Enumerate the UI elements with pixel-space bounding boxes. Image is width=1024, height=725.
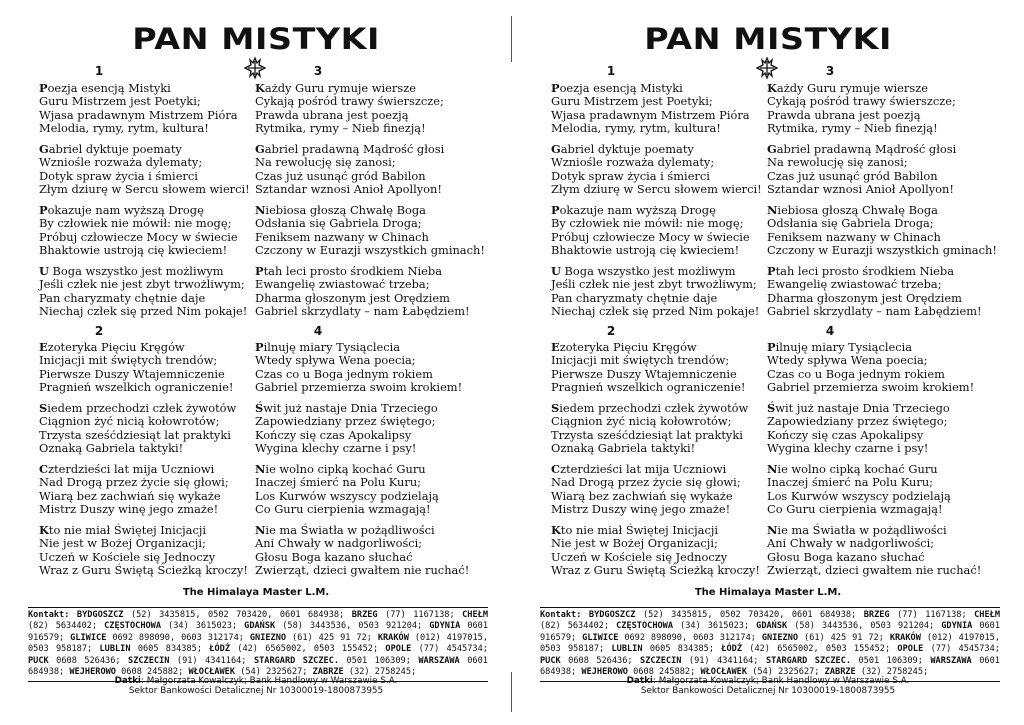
verse-line: Każdy Guru rymuje wiersze [255,81,416,95]
verse-line: Gabriel przemierza swoim krokiem! [767,380,975,395]
verse-line: Pragnień wszelkich ograniczenie! [39,380,234,395]
verse-line: Ezoteryka Pięciu Kręgów [551,340,697,354]
contact-city: STARGARD SZCZEC. [765,655,852,666]
stanza [255,143,444,197]
contact-phones: 0501 106309; [858,655,923,666]
verse-line: Próbuj człowiecze Mocy w świecie [39,229,238,244]
verse-line: Wraz z Guru Świętą Ścieżką kroczy! [551,563,760,578]
verse-line: Uczeń w Kościele się Jednoczy [551,549,728,564]
stanza [255,341,462,395]
contact-city: GDYNIA [941,621,973,632]
contact-city: WEJHEROWO [69,667,116,678]
verse-line: Gabriel dyktuje poematy [551,142,694,156]
contact-phones: (34) 3615023; [168,621,238,632]
verse-line: Bhaktowie ustroją cię kwieciem! [39,243,228,258]
contact-city: LUBLIN [99,644,131,655]
verse-line: Oznaką Gabriela taktyki! [39,441,184,456]
verse-line: Pilnuję miary Tysiąclecia [255,340,401,354]
verse-line: Los Kurwów wszyscy podzielają [255,488,439,503]
contact-city: WŁOCŁAWEK [188,667,236,678]
stanza [767,82,956,136]
stanza [255,463,439,517]
stanza [767,341,974,395]
verse-line: Pilnuję miary Tysiąclecia [767,340,913,354]
verse-line: Gabriel skrzydlaty – nam Łabędziem! [767,304,982,319]
donation-label: Datki [626,676,653,686]
verse-line: Ptah leci prosto środkiem Nieba [767,264,955,278]
contact-phones: (54) 2325627; [240,667,308,678]
verse-line: Guru Mistrzem jest Poetyki; [551,94,713,109]
verse-line: Bhaktowie ustroją cię kwieciem! [551,243,740,258]
verse-line: Nie ma Światła w pożądliwości [767,523,947,537]
contact-city: LUBLIN [611,644,643,655]
donation-recipient: : Małgorzata Kowalczyk; Bank Handlowy w Warszawie S.A. [652,676,910,686]
verse-line: By człowiek nie mówił: nie mogę; [551,216,744,231]
stanza [551,402,748,456]
contact-phones: (42) 6565002, 0503 155452; [749,644,891,655]
verse-line: Dharma głoszonym jest Orędziem [255,290,450,305]
verse-line: Pragnień wszelkich ograniczenie! [551,380,746,395]
verse-line: Czas co u Boga jednym rokiem [255,366,433,381]
verse-line: Wzniośle rozważa dylematy; [551,155,715,170]
contact-city: CZĘSTOCHOWA [104,621,162,632]
verse-line: Trzysta sześćdziesiąt lat praktyki [39,427,231,442]
contact-city: GDYNIA [429,621,461,632]
contact-city: WARSZAWA [930,655,972,666]
verse-line: Sztandar wznosi Anioł Apollyon! [255,182,442,197]
verse-line: Nie wolno cipką kochać Guru [767,462,938,476]
contact-list [540,607,1000,682]
contact-list [28,607,488,682]
contact-city: GNIEZNO [249,632,287,643]
verse-line: Wjasa pradawnym Mistrzem Pióra [551,107,750,122]
contact-phones: 0608 526436; [568,655,633,666]
verse-line: Nad Drogą przez życie się głowi; [39,475,229,490]
contact-city: ŁÓDŹ [209,644,230,655]
contact-phones: (012) 4197015, 0503 958187; [540,632,1000,655]
stanza [39,524,248,578]
contact-phones: (58) 3443536, 0503 921204; [794,621,935,632]
verse-line: Czas już usunąć gród Babilon [767,168,938,183]
verse-line: Prawda ubrana jest poezją [255,107,409,122]
contact-phones: (32) 2758245; [348,667,417,678]
verse-line: Czas co u Boga jednym rokiem [767,366,945,381]
verse-line: Wzniośle rozważa dylematy; [39,155,203,170]
verse-line: Czczony w Eurazji wszystkich gminach! [767,243,997,258]
stanza [551,82,750,136]
contact-phones: 0692 898090, 0603 312174; [624,632,756,643]
contact-city: GDAŃSK [244,621,276,632]
verse-line: Kto nie miał Świętej Inicjacji [39,523,206,537]
contact-phones: 0608 245882; [121,667,184,678]
contact-city: GDAŃSK [756,621,788,632]
contact-city: OPOLE [385,644,412,655]
verse-line: Wtedy spływa Wena poecia; [767,353,928,368]
verse-line: Jeśli człek nie jest zbyt trwożliwym; [39,277,245,292]
contact-phones: (58) 3443536, 0503 921204; [282,621,423,632]
verse-line: Wiarą bez zachwiań się wykaże [551,488,733,503]
contact-phones: 0501 106309; [346,655,411,666]
contact-label: Kontakt: [28,610,70,620]
maltese-cross-icon [756,57,778,79]
contact-city: WŁOCŁAWEK [700,667,748,678]
verse-line: Co Guru cierpienia wzmagają! [255,502,431,517]
maltese-cross-icon [244,57,266,79]
contact-phones: 0601 916579; [540,621,1001,643]
contact-phones: (012) 4197015, 0503 958187; [28,632,488,655]
donation-account: Sektor Bankowości Detalicznej Nr 10300019-1800873955 [640,686,896,697]
contact-city: ZABRZE [824,667,856,678]
verse-line: Gabriel dyktuje poematy [39,142,182,156]
verse-line: Złym dziurę w Sercu słowem wierci! [39,182,250,197]
verse-line: Feniksem nazwany w Chinach [255,229,429,244]
verse-line: Głosu Boga kazano słuchać [255,549,413,564]
verse-line: Dharma głoszonym jest Orędziem [767,290,962,305]
contact-phones: 0601 684938; [28,655,488,678]
section-number: 2 [606,324,616,338]
verse-line: Czterdzieści lat mija Uczniowi [39,462,215,476]
verse-line: Ciągnion żyć nicią kołowrotów; [551,414,732,429]
contact-city: SZCZECIN [640,655,682,666]
verse-line: Czterdzieści lat mija Uczniowi [551,462,727,476]
donation-info [0,676,512,697]
verse-line: Feniksem nazwany w Chinach [767,229,941,244]
verse-line: Dotyk spraw życia i śmierci [551,168,710,183]
verse-line: Gabriel pradawną Mądrość głosi [767,142,957,156]
section-number: 4 [313,324,323,338]
stanza [255,524,469,578]
verse-line: Prawda ubrana jest poezją [767,107,921,122]
stanza [551,204,750,258]
contact-phones: (77) 4545734; [930,644,1000,655]
contact-phones: (61) 425 91 72; [804,632,884,643]
contact-city: CHEŁM [974,610,1000,620]
verse-line: Czczony w Eurazji wszystkich gminach! [255,243,485,258]
section-number: 3 [825,64,835,78]
contact-city: CHEŁM [462,610,488,620]
verse-line: Guru Mistrzem jest Poetyki; [39,94,201,109]
verse-line: Poezja esencją Mistyki [39,81,171,95]
verse-line: Świt już nastaje Dnia Trzeciego [767,401,950,415]
stanza [767,143,956,197]
verse-line: Sztandar wznosi Anioł Apollyon! [767,182,954,197]
verse-line: Ciągnion żyć nicią kołowrotów; [39,414,220,429]
contact-phones: (77) 1167138; [385,610,455,620]
contact-phones: (54) 2325627; [752,667,820,678]
verse-line: Złym dziurę w Sercu słowem wierci! [551,182,762,197]
verse-line: Ezoteryka Pięciu Kręgów [39,340,185,354]
verse-line: Melodia, rymy, rytm, kultura! [551,121,721,136]
contact-city: BYDGOSZCZ [76,610,124,620]
verse-line: Dotyk spraw życia i śmierci [39,168,198,183]
contact-city: KRAKÓW [377,632,409,643]
author-signature: The Himalaya Master L.M. [182,587,330,598]
donation-account: Sektor Bankowości Detalicznej Nr 10300019-1800873955 [128,686,384,697]
verse-line: Na rewolucję się zanosi; [255,155,396,170]
contact-phones: 0601 916579; [28,621,489,643]
verse-line: Zapowiedziany przez świętego; [255,414,436,429]
verse-line: Wjasa pradawnym Mistrzem Pióra [39,107,238,122]
contact-city: STARGARD SZCZEC. [253,655,340,666]
stanza [255,265,470,319]
donation-label: Datki [114,676,141,686]
verse-line: Mistrz Duszy winę jego zmaże! [551,502,731,517]
verse-line: Ptah leci prosto środkiem Nieba [255,264,443,278]
contact-phones: (82) 5634402; [540,621,610,632]
stanza [39,341,234,395]
contact-city: PUCK [540,655,561,666]
verse-line: Wraz z Guru Świętą Ścieżką kroczy! [39,563,248,578]
verse-line: Ewangelię zwiastować trzeba; [767,277,942,292]
stanza [551,463,741,517]
stanza [255,82,444,136]
verse-line: Co Guru cierpienia wzmagają! [767,502,943,517]
contact-city: CZĘSTOCHOWA [616,621,674,632]
verse-line: Odsłania się Gabriela Droga; [767,216,934,231]
stanza [255,402,438,456]
contact-phones: (61) 425 91 72; [292,632,372,643]
leaflet-page-right [512,0,1024,725]
verse-line: Zwierząt, dzieci gwałtem nie ruchać! [255,563,470,578]
contact-city: BRZEG [351,610,378,620]
section-number: 4 [825,324,835,338]
verse-line: Melodia, rymy, rytm, kultura! [39,121,209,136]
contact-city: ZABRZE [312,667,344,678]
contact-phones: (34) 3615023; [680,621,750,632]
verse-line: Gabriel pradawną Mądrość głosi [255,142,445,156]
verse-line: Niebiosa głoszą Chwałę Boga [767,203,938,217]
section-number: 1 [94,64,104,78]
verse-line: Nie wolno cipką kochać Guru [255,462,426,476]
contact-city: GLIWICE [70,632,107,643]
contact-city: OPOLE [897,644,924,655]
contact-city: WARSZAWA [418,655,460,666]
stanza [767,265,982,319]
verse-line: Poezja esencją Mistyki [551,81,683,95]
contact-phones: 0605 834385; [137,644,203,655]
verse-line: Zwierząt, dzieci gwałtem nie ruchać! [767,563,982,578]
contact-city: WEJHEROWO [581,667,628,678]
author-signature: The Himalaya Master L.M. [694,587,842,598]
stanza [39,265,247,319]
contact-city: BYDGOSZCZ [588,610,636,620]
contact-city: PUCK [28,655,49,666]
verse-line: Kończy się czas Apokalipsy [255,427,412,442]
contact-phones: (91) 4341164; [176,655,247,666]
verse-line: Świt już nastaje Dnia Trzeciego [255,401,438,415]
verse-line: Inaczej śmierć na Polu Kuru; [255,475,421,490]
verse-line: U Boga wszystko jest możliwym [39,264,224,278]
verse-line: Nad Drogą przez życie się głowi; [551,475,741,490]
verse-line: Pierwsze Duszy Wtajemniczenie [39,366,225,381]
verse-line: By człowiek nie mówił: nie mogę; [39,216,232,231]
verse-line: Ewangelię zwiastować trzeba; [255,277,430,292]
contact-phones: (52) 3435815, 0502 703420, 0601 684938; [130,610,345,620]
verse-line: Cykają pośród trawy świerszcze; [767,94,956,109]
contact-city: GLIWICE [582,632,619,643]
verse-line: Jeśli człek nie jest zbyt trwożliwym; [551,277,757,292]
stanza [767,402,950,456]
verse-line: Nie ma Światła w pożądliwości [255,523,435,537]
page-title: PAN MISTYKI [132,22,381,56]
stanza [551,265,759,319]
page-title: PAN MISTYKI [644,22,893,56]
contact-phones: 0605 834385; [649,644,715,655]
contact-city: ŁÓDŹ [721,644,742,655]
verse-line: Uczeń w Kościele się Jednoczy [39,549,216,564]
verse-line: Pan charyzmaty chętnie daje [551,290,718,305]
verse-line: Pierwsze Duszy Wtajemniczenie [551,366,737,381]
verse-line: Pokazuje nam wyższą Drogę [39,203,204,217]
verse-line: Kończy się czas Apokalipsy [767,427,924,442]
contact-phones: (82) 5634402; [28,621,98,632]
contact-city: BRZEG [863,610,890,620]
verse-line: Gabriel przemierza swoim krokiem! [255,380,463,395]
contact-city: KRAKÓW [889,632,921,643]
stanza [39,463,229,517]
verse-line: Niebiosa głoszą Chwałę Boga [255,203,426,217]
verse-line: Każdy Guru rymuje wiersze [767,81,928,95]
contact-phones: 0608 526436; [56,655,121,666]
stanza [39,402,236,456]
contact-phones: 0692 898090, 0603 312174; [112,632,244,643]
verse-line: Siedem przechodzi człek żywotów [551,401,749,415]
verse-line: Inicjacji mit świętych trendów; [551,353,730,368]
verse-line: Nie jest w Bożej Organizacji; [39,536,206,551]
stanza [39,143,250,197]
verse-line: Trzysta sześćdziesiąt lat praktyki [551,427,743,442]
verse-line: Ani Chwały w nadgorliwości; [767,536,935,551]
donation-info [512,676,1024,697]
verse-line: Nie jest w Bożej Organizacji; [551,536,718,551]
stanza [39,82,238,136]
contact-phones: (52) 3435815, 0502 703420, 0601 684938; [642,610,857,620]
verse-line: Pokazuje nam wyższą Drogę [551,203,716,217]
contact-phones: (42) 6565002, 0503 155452; [237,644,379,655]
verse-line: Inaczej śmierć na Polu Kuru; [767,475,933,490]
verse-line: Siedem przechodzi człek żywotów [39,401,237,415]
donation-recipient: : Małgorzata Kowalczyk; Bank Handlowy w Warszawie S.A. [140,676,398,686]
stanza [767,463,951,517]
contact-city: GNIEZNO [761,632,799,643]
verse-line: Na rewolucję się zanosi; [767,155,908,170]
section-number: 2 [94,324,104,338]
verse-line: Oznaką Gabriela taktyki! [551,441,696,456]
contact-phones: (77) 4545734; [418,644,488,655]
stanza [39,204,238,258]
contact-phones: 0608 245882; [633,667,696,678]
verse-line: Wtedy spływa Wena poecia; [255,353,416,368]
stanza [767,524,981,578]
verse-line: Rytmika, rymy – Nieb finezją! [255,121,426,136]
section-number: 1 [606,64,616,78]
verse-line: Wygina klechy czarne i psy! [255,441,417,456]
verse-line: Inicjacji mit świętych trendów; [39,353,218,368]
stanza [551,524,760,578]
stanza [767,204,997,258]
verse-line: Rytmika, rymy – Nieb finezją! [767,121,938,136]
verse-line: Niechaj człek się przed Nim pokaje! [39,304,248,319]
contact-phones: (91) 4341164; [688,655,759,666]
stanza [551,143,762,197]
verse-line: Zapowiedziany przez świętego; [767,414,948,429]
stanza [551,341,746,395]
verse-line: Głosu Boga kazano słuchać [767,549,925,564]
verse-line: Czas już usunąć gród Babilon [255,168,426,183]
verse-line: Niechaj człek się przed Nim pokaje! [551,304,760,319]
verse-line: Próbuj człowiecze Mocy w świecie [551,229,750,244]
verse-line: Odsłania się Gabriela Droga; [255,216,422,231]
stanza [255,204,485,258]
verse-line: Ani Chwały w nadgorliwości; [255,536,423,551]
contact-phones: (32) 2758245; [860,667,929,678]
verse-line: Pan charyzmaty chętnie daje [39,290,206,305]
verse-line: Gabriel skrzydlaty – nam Łabędziem! [255,304,470,319]
verse-line: U Boga wszystko jest możliwym [551,264,736,278]
verse-line: Wygina klechy czarne i psy! [767,441,929,456]
section-number: 3 [313,64,323,78]
verse-line: Cykają pośród trawy świerszcze; [255,94,444,109]
verse-line: Los Kurwów wszyscy podzielają [767,488,951,503]
contact-phones: 0601 684938; [540,655,1000,678]
contact-phones: (77) 1167138; [897,610,967,620]
contact-city: SZCZECIN [128,655,170,666]
contact-label: Kontakt: [540,610,582,620]
verse-line: Wiarą bez zachwiań się wykaże [39,488,221,503]
verse-line: Kto nie miał Świętej Inicjacji [551,523,718,537]
verse-line: Mistrz Duszy winę jego zmaże! [39,502,219,517]
